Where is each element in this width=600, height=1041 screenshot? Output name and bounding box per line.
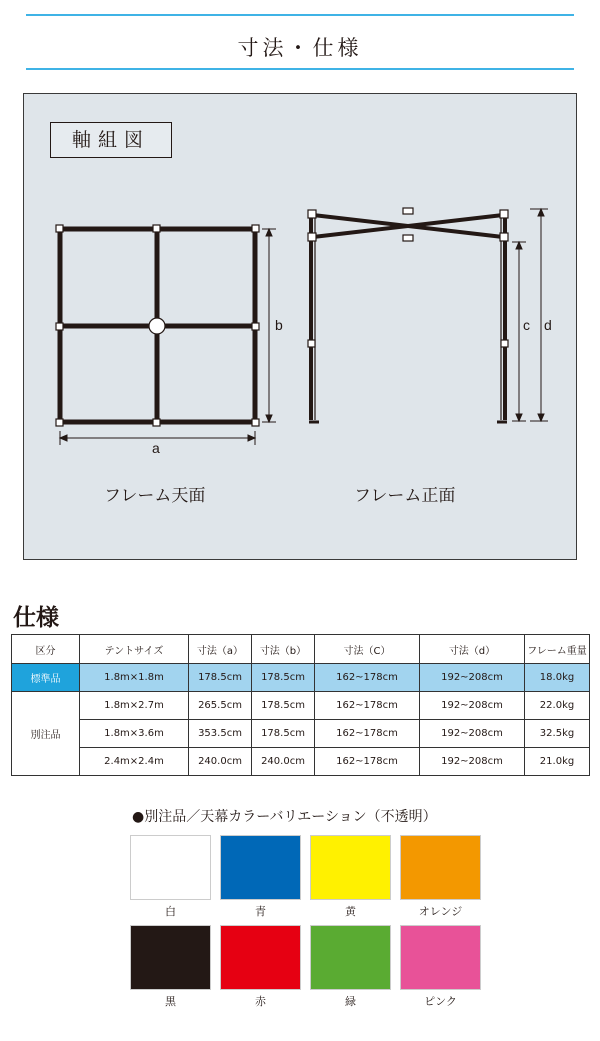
cell-dim-d: 192~208cm	[420, 664, 525, 692]
spec-header-row	[12, 635, 590, 664]
cell-dim-a: 265.5cm	[189, 692, 252, 720]
color-variation-title: ●別注品／天幕カラーバリエーション（不透明）	[132, 809, 437, 825]
cell-dim-b: 178.5cm	[252, 664, 315, 692]
cell-dim-c: 162~178cm	[315, 720, 420, 748]
cell-weight: 21.0kg	[525, 748, 590, 776]
color-swatch	[130, 925, 211, 990]
category-custom: 別注品	[12, 692, 80, 776]
dimension-d-line	[530, 209, 548, 421]
caption-top-view: フレーム天面	[104, 486, 206, 506]
frame-front-view	[309, 214, 507, 422]
cell-size: 1.8m×3.6m	[80, 720, 189, 748]
swatch-pink	[400, 925, 481, 1009]
caption-front-view: フレーム正面	[354, 486, 456, 506]
table-row-standard	[12, 664, 590, 692]
color-name: ピンク	[424, 995, 457, 1008]
cell-size: 1.8m×1.8m	[80, 664, 189, 692]
dimension-b-label: b	[275, 317, 283, 333]
dimension-c-label: c	[523, 317, 530, 333]
dimension-b-line	[262, 229, 276, 422]
spec-title: 仕様	[13, 605, 59, 631]
diagram-label: 軸組図	[50, 122, 172, 158]
table-row	[12, 692, 590, 720]
cell-dim-d: 192~208cm	[420, 720, 525, 748]
category-standard: 標準品	[12, 664, 80, 692]
cell-dim-d: 192~208cm	[420, 692, 525, 720]
cell-dim-b: 240.0cm	[252, 748, 315, 776]
spec-table	[11, 634, 590, 776]
color-name: 黒	[165, 995, 176, 1008]
cell-dim-c: 162~178cm	[315, 692, 420, 720]
page-title: 寸法・仕様	[237, 36, 363, 60]
color-swatch	[400, 925, 481, 990]
cell-dim-b: 178.5cm	[252, 692, 315, 720]
swatch-blue	[220, 835, 301, 919]
cell-dim-d: 192~208cm	[420, 748, 525, 776]
color-swatch	[310, 925, 391, 990]
header-dim-c: 寸法（C）	[315, 635, 420, 664]
swatch-green	[310, 925, 391, 1009]
frame-diagram	[23, 93, 577, 560]
header-frame-weight: フレーム重量	[525, 635, 590, 664]
table-row	[12, 720, 590, 748]
header-dim-b: 寸法（b）	[252, 635, 315, 664]
cell-dim-a: 178.5cm	[189, 664, 252, 692]
swatch-yellow	[310, 835, 391, 919]
cell-dim-a: 353.5cm	[189, 720, 252, 748]
cell-dim-c: 162~178cm	[315, 748, 420, 776]
cell-weight: 32.5kg	[525, 720, 590, 748]
header-tent-size: テントサイズ	[80, 635, 189, 664]
cell-size: 1.8m×2.7m	[80, 692, 189, 720]
color-name: 青	[255, 905, 266, 918]
header-top-line	[26, 14, 574, 16]
swatch-red	[220, 925, 301, 1009]
header-category: 区分	[12, 635, 80, 664]
color-name: 黄	[345, 905, 356, 918]
color-name: 緑	[345, 995, 356, 1008]
frame-front-joints	[308, 208, 508, 347]
color-swatch	[130, 835, 211, 900]
color-name: 白	[165, 905, 176, 918]
cell-weight: 18.0kg	[525, 664, 590, 692]
color-name: 赤	[255, 995, 266, 1008]
header-dim-a: 寸法（a）	[189, 635, 252, 664]
cell-dim-c: 162~178cm	[315, 664, 420, 692]
header-bottom-line	[26, 68, 574, 70]
color-swatch	[220, 925, 301, 990]
color-swatch	[220, 835, 301, 900]
dimension-a-label: a	[152, 440, 160, 456]
swatch-black	[130, 925, 211, 1009]
color-swatch	[400, 835, 481, 900]
color-name: オレンジ	[418, 905, 463, 918]
cell-dim-a: 240.0cm	[189, 748, 252, 776]
swatch-white	[130, 835, 211, 919]
swatch-orange	[400, 835, 481, 919]
color-swatch	[310, 835, 391, 900]
dimension-d-label: d	[544, 317, 552, 333]
cell-dim-b: 178.5cm	[252, 720, 315, 748]
cell-weight: 22.0kg	[525, 692, 590, 720]
table-row	[12, 748, 590, 776]
header-dim-d: 寸法（d）	[420, 635, 525, 664]
cell-size: 2.4m×2.4m	[80, 748, 189, 776]
